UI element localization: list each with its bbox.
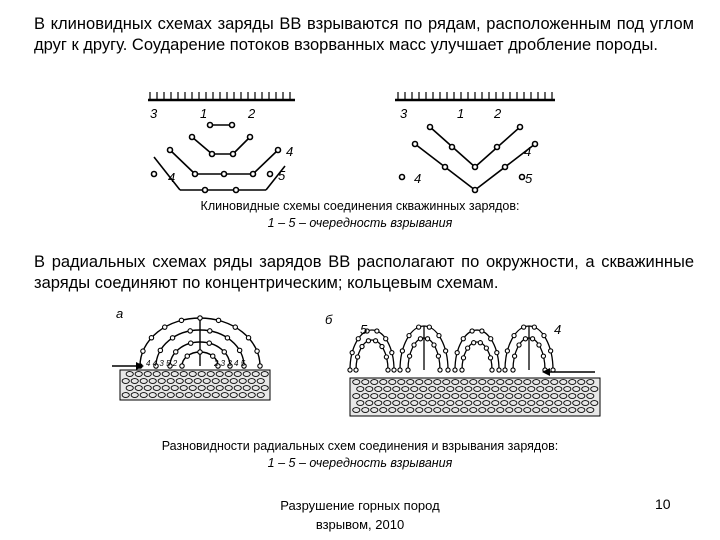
- charge-dot: [407, 354, 411, 358]
- charge-dot: [418, 337, 422, 341]
- charge-dot: [523, 337, 527, 341]
- wedge-schemes-paragraph: В клиновидных схемах заряды ВВ взрываются по рядам, расположенным под углом друг к другу. Соударение потоков взорванных масс улучшает дробление породы.: [34, 15, 694, 54]
- charge-dot: [549, 349, 553, 353]
- charge-dot: [461, 356, 465, 360]
- charge-dot: [407, 333, 411, 337]
- charge-dot: [366, 339, 370, 343]
- charge-dot: [417, 325, 421, 329]
- charge-dot: [258, 364, 262, 368]
- right-order-3: 3: [400, 106, 408, 121]
- charge-dot: [198, 350, 202, 354]
- charge-dot: [392, 368, 396, 372]
- footer-title: [240, 496, 480, 534]
- scheme-a-rock-layer: [120, 370, 270, 400]
- left-order-5: 5: [278, 168, 286, 183]
- charge-dot: [532, 325, 536, 329]
- footer-title-line2: взрывом, 2010: [315, 517, 405, 532]
- charge-dot: [222, 350, 226, 354]
- label-b: б: [325, 312, 333, 327]
- charge-dot: [511, 368, 515, 372]
- right-bench-edge: [395, 92, 555, 100]
- charge-dot: [163, 325, 167, 329]
- charge-dot: [470, 329, 474, 333]
- scheme-a-inner-labels-right: 2 3 3 4 5: [214, 359, 246, 368]
- charge-dot: [141, 349, 145, 353]
- right-order-1: 1: [457, 106, 465, 121]
- figure1-caption-line2: 1 – 5 – очередность взрывания: [267, 216, 453, 230]
- charge-dot: [170, 336, 174, 340]
- charge-dot: [461, 337, 465, 341]
- charge-dot: [380, 344, 384, 348]
- charge-dot: [179, 318, 183, 322]
- charge-dot: [455, 351, 459, 355]
- charge-dot: [188, 329, 192, 333]
- charge-dot: [472, 341, 476, 345]
- charge-dot: [444, 349, 448, 353]
- charge-dot: [460, 368, 464, 372]
- charge-dot: [216, 318, 220, 322]
- charge-dot: [398, 368, 402, 372]
- charge-dot: [189, 341, 193, 345]
- charge-dot: [350, 351, 354, 355]
- charge-dot: [198, 316, 202, 320]
- charge-dot: [478, 341, 482, 345]
- charge-dot: [246, 336, 250, 340]
- charge-dot: [488, 356, 492, 360]
- charge-dot: [208, 329, 212, 333]
- charge-dot: [390, 351, 394, 355]
- charge-dot: [158, 348, 162, 352]
- figure2-caption: [110, 438, 610, 472]
- radial-scheme-diagram: [110, 308, 610, 423]
- right-order-4a: 4: [524, 144, 532, 159]
- charge-dot: [497, 368, 501, 372]
- charge-dot: [386, 368, 390, 372]
- charge-dot: [355, 355, 359, 359]
- page-number: 10: [655, 496, 671, 512]
- figure2-caption-line1: Разновидности радиальных схем соединения и взрывания зарядов:: [161, 439, 559, 453]
- charge-dot: [354, 368, 358, 372]
- figure1-caption: [110, 198, 610, 232]
- charge-dot: [427, 325, 431, 329]
- charge-dot: [480, 329, 484, 333]
- scheme-b-label-4: 4: [554, 322, 562, 337]
- footer-title-line1: Разрушение горных пород: [280, 498, 440, 513]
- scheme-b-label-5: 5: [360, 322, 368, 337]
- scheme-b-rock-layer: [350, 378, 600, 416]
- charge-dot: [412, 343, 416, 347]
- left-bench-edge: [148, 92, 295, 100]
- charge-dot: [149, 336, 153, 340]
- left-order-4a: 4: [286, 144, 294, 159]
- charge-dot: [517, 343, 521, 347]
- charge-dot: [384, 355, 388, 359]
- charge-dot: [211, 354, 215, 358]
- charge-dot: [512, 354, 516, 358]
- scheme-a-inner-labels-left: 4 4 3 5 2: [146, 359, 178, 368]
- charge-dot: [174, 350, 178, 354]
- charge-dot: [384, 337, 388, 341]
- charge-dot: [446, 368, 450, 372]
- figure1-caption-line1: Клиновидные схемы соединения скважинных зарядов:: [200, 199, 520, 213]
- wedge-scheme-diagram: [140, 82, 560, 197]
- charge-dot: [225, 336, 229, 340]
- figure2-caption-line2: 1 – 5 – очередность взрывания: [267, 456, 453, 470]
- left-order-2: 2: [248, 106, 256, 121]
- charge-dot: [406, 368, 410, 372]
- charge-dot: [375, 329, 379, 333]
- charge-dot: [466, 346, 470, 350]
- charge-dot: [356, 337, 360, 341]
- charge-dot: [207, 341, 211, 345]
- charge-dot: [185, 354, 189, 358]
- charge-dot: [237, 348, 241, 352]
- left-order-4b: 4: [168, 170, 176, 185]
- charge-dot: [438, 368, 442, 372]
- scheme-b-arrow: [542, 368, 595, 376]
- left-order-1: 1: [200, 106, 208, 121]
- charge-dot: [490, 368, 494, 372]
- charge-dot: [233, 325, 237, 329]
- charge-dot: [530, 337, 534, 341]
- charge-dot: [505, 349, 509, 353]
- charge-dot: [503, 368, 507, 372]
- charge-dot: [400, 349, 404, 353]
- charge-dot: [432, 343, 436, 347]
- right-order-4b: 4: [414, 171, 422, 186]
- charge-dot: [360, 344, 364, 348]
- charge-dot: [180, 364, 184, 368]
- charge-dot: [436, 354, 440, 358]
- charge-dot: [453, 368, 457, 372]
- charge-dot: [437, 333, 441, 337]
- left-order-3: 3: [150, 106, 158, 121]
- charge-dot: [484, 346, 488, 350]
- charge-dot: [541, 354, 545, 358]
- charge-dot: [425, 337, 429, 341]
- charge-dot: [542, 333, 546, 337]
- charge-dot: [489, 337, 493, 341]
- charge-dot: [495, 351, 499, 355]
- charge-dot: [512, 333, 516, 337]
- right-order-5: 5: [525, 171, 533, 186]
- charge-dot: [255, 349, 259, 353]
- label-a: а: [116, 306, 124, 321]
- charge-dot: [373, 339, 377, 343]
- radial-schemes-paragraph: В радиальных схемах ряды зарядов ВВ располагают по окружности, а скважинные заряды соединяют по концентрическим; кольцевым схемам.: [34, 253, 694, 292]
- charge-dot: [522, 325, 526, 329]
- charge-dot: [537, 343, 541, 347]
- right-order-2: 2: [494, 106, 502, 121]
- scheme-a-arrow: [112, 362, 144, 370]
- charge-dot: [348, 368, 352, 372]
